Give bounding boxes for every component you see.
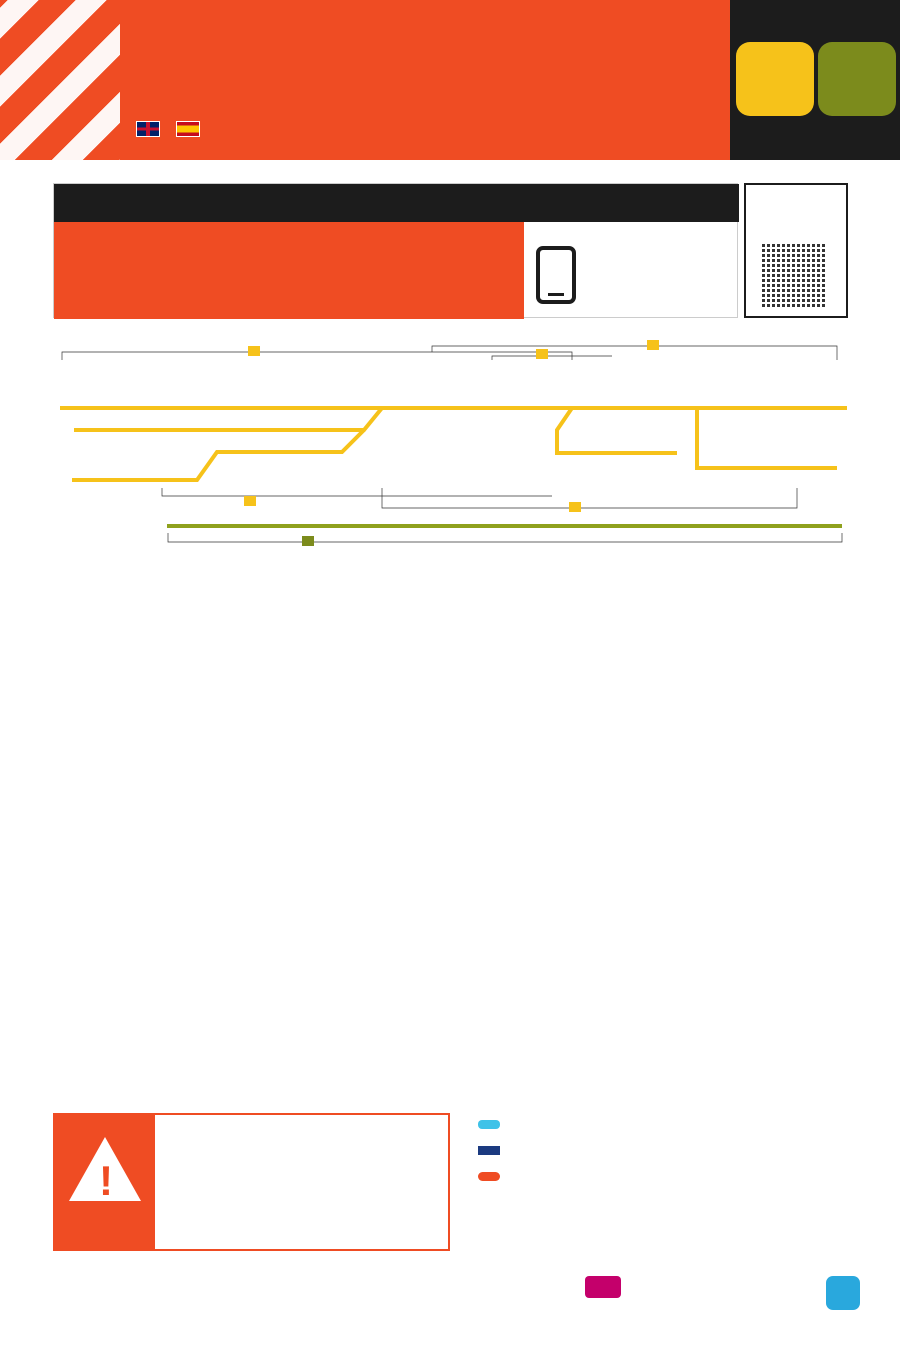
prepare-bar bbox=[54, 184, 739, 222]
line-v-badge bbox=[818, 42, 896, 116]
qr-box bbox=[744, 183, 848, 318]
legend-evening bbox=[478, 1145, 508, 1156]
line-c-badge bbox=[736, 42, 814, 116]
legend-day-swatch bbox=[478, 1120, 500, 1129]
header-banner bbox=[0, 0, 730, 160]
idf-icon bbox=[826, 1276, 860, 1310]
phone-icon bbox=[536, 246, 576, 304]
line-c-track bbox=[60, 408, 847, 480]
alert-box bbox=[53, 1113, 450, 1251]
spain-flag-icon bbox=[176, 121, 200, 137]
page-subtitle bbox=[130, 120, 206, 137]
axe-labels bbox=[244, 340, 659, 546]
axe-brackets bbox=[62, 346, 842, 542]
alert-panel: ! bbox=[55, 1115, 155, 1249]
prepare-journey-box bbox=[53, 183, 738, 318]
header-stripes bbox=[0, 0, 120, 160]
uk-flag-icon bbox=[136, 121, 160, 137]
legend-evening-swatch bbox=[478, 1146, 500, 1155]
legend-interrupt-swatch bbox=[478, 1172, 500, 1181]
line-map bbox=[52, 338, 852, 553]
legend-interrupt bbox=[478, 1171, 508, 1182]
prepare-info bbox=[54, 222, 524, 319]
legend-day bbox=[478, 1119, 508, 1130]
line-badges bbox=[730, 0, 900, 160]
sncf-logo bbox=[585, 1276, 621, 1298]
